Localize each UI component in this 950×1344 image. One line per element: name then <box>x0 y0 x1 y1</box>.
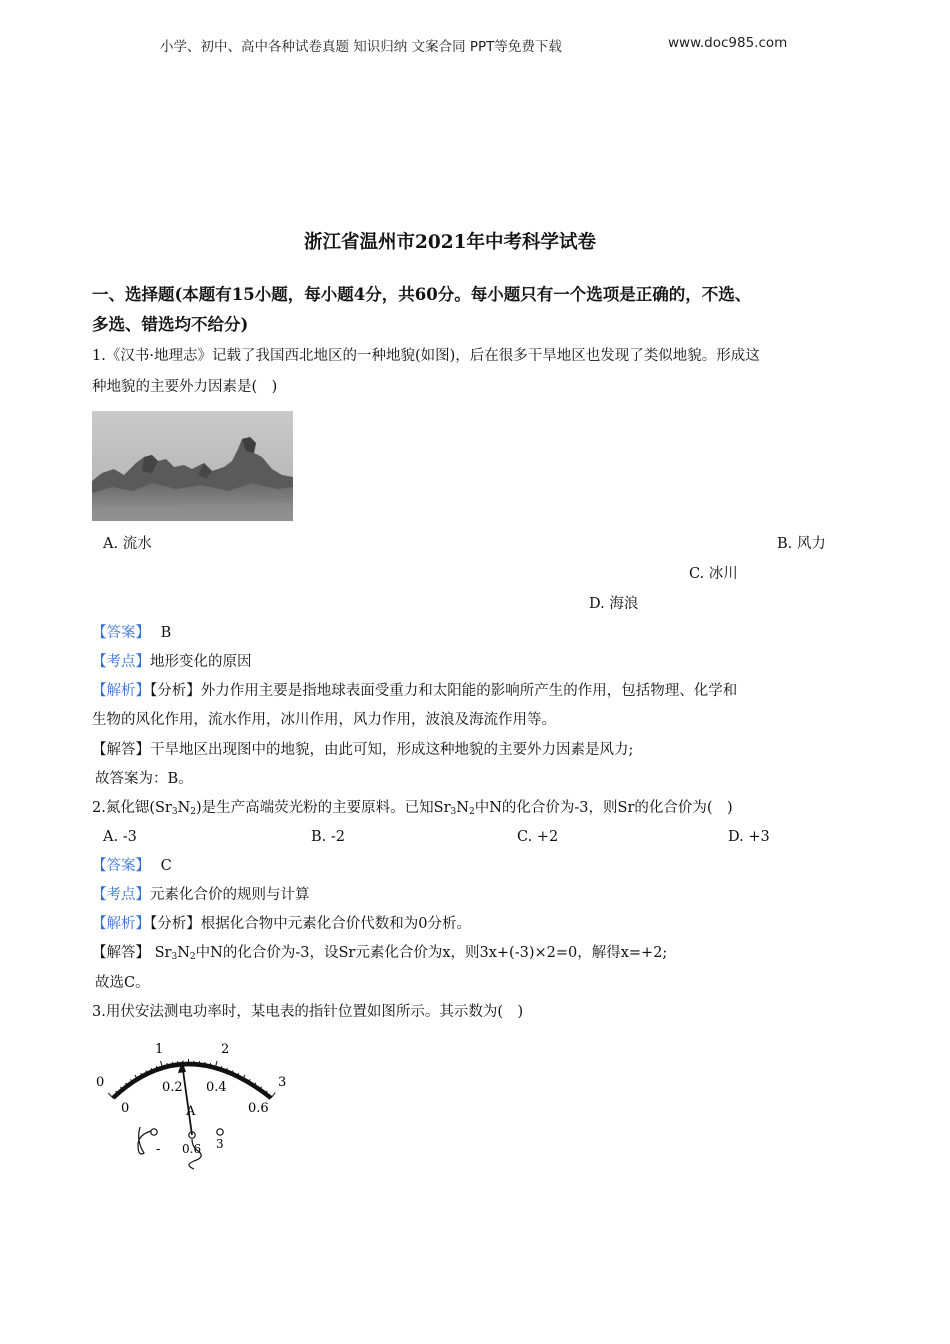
section-heading-line2: 多选、错选均不给分) <box>92 315 249 334</box>
section-heading-line1: 一、选择题(本题有15小题，每小题4分，共60分。每小题只有一个选项是正确的，不选、 <box>92 285 752 304</box>
landform-photo <box>92 411 293 521</box>
q1-option-d: D. 海浪 <box>589 596 639 612</box>
point-tag: 【考点】 <box>92 887 150 903</box>
q2-sub-2b: 2 <box>468 807 475 817</box>
answer-tag: 【答案】 <box>92 858 150 874</box>
q1-point-row <box>92 655 252 670</box>
q2-analysis-row <box>92 917 471 932</box>
q2-stem-part1: 2.氮化锶(Sr <box>92 800 172 816</box>
q2-stem-part5: 中N的化合价为-3，则Sr的化合价为( ) <box>474 800 733 816</box>
inner-label-0: 0 <box>121 1101 130 1116</box>
q2-sub-2a: 2 <box>190 807 197 817</box>
q1-conclusion: 故答案为：B。 <box>95 771 193 787</box>
q2-solution-sub-3: 3 <box>171 952 178 962</box>
q2-point: 元素化合价的规则与计算 <box>150 887 310 903</box>
terminal-negative <box>151 1129 157 1135</box>
ammeter-scale-arc <box>113 1064 271 1098</box>
outer-label-1: 1 <box>155 1042 164 1057</box>
q2-option-d: D. +3 <box>728 829 770 845</box>
wire-negative <box>138 1127 151 1154</box>
ammeter-pointer <box>182 1063 192 1135</box>
q1-answer-row <box>92 626 171 641</box>
q1-option-b: B. 风力 <box>777 536 826 552</box>
q2-conclusion: 故选C。 <box>95 975 150 991</box>
point-tag: 【考点】 <box>92 654 150 670</box>
page-title: 浙江省温州市2021年中考科学试卷 <box>304 232 596 253</box>
ammeter-diagram <box>88 1035 303 1170</box>
q1-stem-line2: 种地貌的主要外力因素是( ) <box>92 379 278 395</box>
q2-option-b: B. -2 <box>311 829 345 845</box>
q2-stem-part2: N <box>177 800 191 816</box>
q1-answer: B <box>160 625 172 641</box>
analysis-tag: 【解析】 <box>92 683 150 699</box>
outer-label-3: 3 <box>278 1075 287 1090</box>
q1-analysis-line2: 生物的风化作用，流水作用，冰川作用，风力作用，波浪及海流作用等。 <box>92 712 556 728</box>
q2-sub-3a: 3 <box>171 807 178 817</box>
q2-sub-3b: 3 <box>450 807 457 817</box>
scale-tick <box>204 1062 205 1065</box>
q2-solution-part3: 中N的化合价为-3，设Sr元素化合价为x，则3x+(-3)×2=0，解得x=+2; <box>195 945 668 961</box>
outer-label-2: 2 <box>221 1042 230 1057</box>
q2-option-a: A. -3 <box>103 829 137 845</box>
q2-point-row <box>92 888 310 903</box>
header-url[interactable]: www.doc985.com <box>668 35 788 51</box>
q1-option-c: C. 冰川 <box>689 566 738 582</box>
q1-analysis-row <box>92 684 737 699</box>
q1-stem-line1: 1.《汉书·地理志》记载了我国西北地区的一种地貌(如图)，后在很多干旱地区也发现了类似地貌。形成这 <box>92 348 760 364</box>
inner-label-0.2: 0.2 <box>162 1080 183 1095</box>
header-left: 小学、初中、高中各种试卷真题 知识归纳 文案合同 PPT等免费下载 <box>160 39 562 55</box>
q2-stem-part4: N <box>456 800 469 816</box>
q2-stem-part3: )是生产高端荧光粉的主要原料。已知Sr <box>196 800 451 816</box>
q2-analysis: 【分析】根据化合物中元素化合价代数和为0分析。 <box>150 916 471 932</box>
outer-label-0: 0 <box>96 1075 105 1090</box>
terminal-label-0.6: 0.6 <box>182 1142 202 1156</box>
analysis-tag: 【解析】 <box>92 916 150 932</box>
q2-solution-part2: N <box>177 945 190 961</box>
q2-solution-sub-2: 2 <box>189 952 196 962</box>
q1-point: 地形变化的原因 <box>150 654 252 670</box>
q1-solution: 【解答】干旱地区出现图中的地貌，由此可知，形成这种地貌的主要外力因素是风力; <box>92 742 634 758</box>
inner-label-0.4: 0.4 <box>206 1080 227 1095</box>
q1-analysis-line1: 【分析】外力作用主要是指地球表面受重力和太阳能的影响所产生的作用，包括物理、化学和 <box>150 683 738 699</box>
scale-tick <box>108 1093 113 1098</box>
q2-answer: C <box>160 858 172 874</box>
q1-option-a: A. 流水 <box>103 536 152 552</box>
answer-tag: 【答案】 <box>92 625 150 641</box>
q2-option-c: C. +2 <box>517 829 559 845</box>
q3-stem: 3.用伏安法测电功率时，某电表的指针位置如图所示。其示数为( ) <box>92 1004 524 1020</box>
terminal-label-3: 3 <box>216 1137 224 1151</box>
q2-stem <box>92 801 733 817</box>
q2-solution-part1: 【解答】 Sr <box>92 945 172 961</box>
scale-tick <box>172 1062 173 1065</box>
scale-tick <box>271 1093 275 1098</box>
q2-solution <box>92 946 667 962</box>
ammeter-unit: A <box>186 1104 196 1119</box>
terminal-3 <box>217 1129 223 1135</box>
inner-label-0.6: 0.6 <box>248 1101 269 1116</box>
q2-answer-row <box>92 859 172 874</box>
terminal-label-negative: - <box>156 1142 161 1157</box>
